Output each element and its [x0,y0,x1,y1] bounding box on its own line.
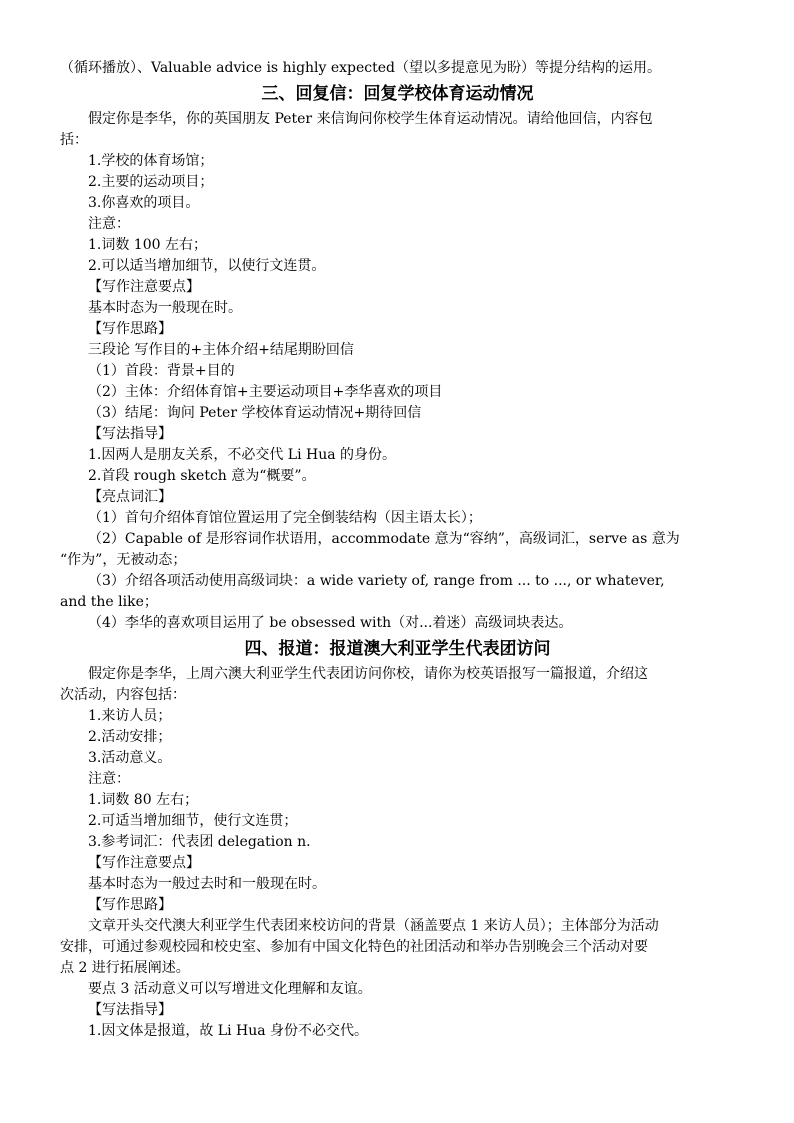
subheading-ideas: 【写作思路】 [88,897,172,913]
section-3-title: 三、回复信：回复学校体育运动情况 [261,84,534,104]
guide-item: 1.因两人是朋友关系，不必交代 Li Hua 的身份。 [88,447,397,463]
list-item: 2.主要的运动项目； [88,174,214,190]
subheading-vocab: 【亮点词汇】 [88,489,172,505]
section-4-prompt-cont: 次活动，内容包括： [60,687,186,703]
vocab-item: （2）Capable of 是形容词作状语用，accommodate 意为“容纳”，高级词汇，serve as 意为 [88,531,680,547]
note-label: 注意： [88,771,130,787]
document-page [60,58,735,1042]
section-4-title: 四、报道：报道澳大利亚学生代表团访问 [244,639,551,659]
ideas-item: （3）结尾：询问 Peter 学校体育运动情况+期待回信 [88,405,422,421]
attention-text: 基本时态为一般现在时。 [88,300,242,316]
list-item: 1.学校的体育场馆； [88,153,214,169]
attention-text: 基本时态为一般过去时和一般现在时。 [88,876,326,892]
ideas-text-cont: 安排，可通过参观校园和校史室、参加有中国文化特色的社团活动和举办告别晚会三个活动对要 [60,939,648,955]
subheading-attention: 【写作注意要点】 [88,279,200,295]
note-item: 3.参考词汇：代表团 delegation n. [88,834,311,850]
guide-item: 2.首段 rough sketch 意为“概要”。 [88,468,316,484]
ideas-text: 三段论 写作目的+主体介绍+结尾期盼回信 [88,342,354,358]
section-3-prompt: 假定你是李华，你的英国朋友 Peter 来信询问你校学生体育运动情况。请给他回信，内容包 [88,111,653,127]
list-item: 3.活动意义。 [88,750,172,766]
note-label: 注意： [88,216,130,232]
intro-line: （循环播放）、Valuable advice is highly expected（望以多提意见为盼）等提分结构的运用。 [60,60,662,76]
vocab-item: （3）介绍各项活动使用高级词块：a wide variety of, range from ... to ..., or whatever, [88,573,665,589]
section-3-prompt-cont: 括： [60,132,88,148]
guide-item: 1.因文体是报道，故 Li Hua 身份不必交代。 [88,1023,369,1039]
section-4-prompt: 假定你是李华，上周六澳大利亚学生代表团访问你校，请你为校英语报写一篇报道，介绍这 [88,666,648,682]
note-item: 1.词数 100 左右； [88,237,207,253]
ideas-text-cont: 点 2 进行拓展阐述。 [60,960,190,976]
note-item: 2.可以适当增加细节，以使行文连贯。 [88,258,326,274]
subheading-guide: 【写法指导】 [88,1002,172,1018]
subheading-guide: 【写法指导】 [88,426,172,442]
ideas-item: （1）首段：背景+目的 [88,363,235,379]
vocab-item-cont: and the like； [60,594,158,610]
subheading-attention: 【写作注意要点】 [88,855,200,871]
vocab-item-cont: “作为”，无被动态； [60,552,187,568]
list-item: 3.你喜欢的项目。 [88,195,200,211]
list-item: 2.活动安排； [88,729,172,745]
vocab-item: （1）首句介绍体育馆位置运用了完全倒装结构（因主语太长）； [88,510,482,526]
list-item: 1.来访人员； [88,708,172,724]
ideas-item: （2）主体：介绍体育馆+主要运动项目+李华喜欢的项目 [88,384,443,400]
ideas-text: 要点 3 活动意义可以写增进文化理解和友谊。 [88,981,372,997]
vocab-item: （4）李华的喜欢项目运用了 be obsessed with（对...着迷）高级词块表达。 [88,615,573,631]
note-item: 1.词数 80 左右； [88,792,199,808]
ideas-text: 文章开头交代澳大利亚学生代表团来校访问的背景（涵盖要点 1 来访人员）；主体部分为活动 [88,918,659,934]
subheading-ideas: 【写作思路】 [88,321,172,337]
note-item: 2.可适当增加细节，使行文连贯； [88,813,298,829]
